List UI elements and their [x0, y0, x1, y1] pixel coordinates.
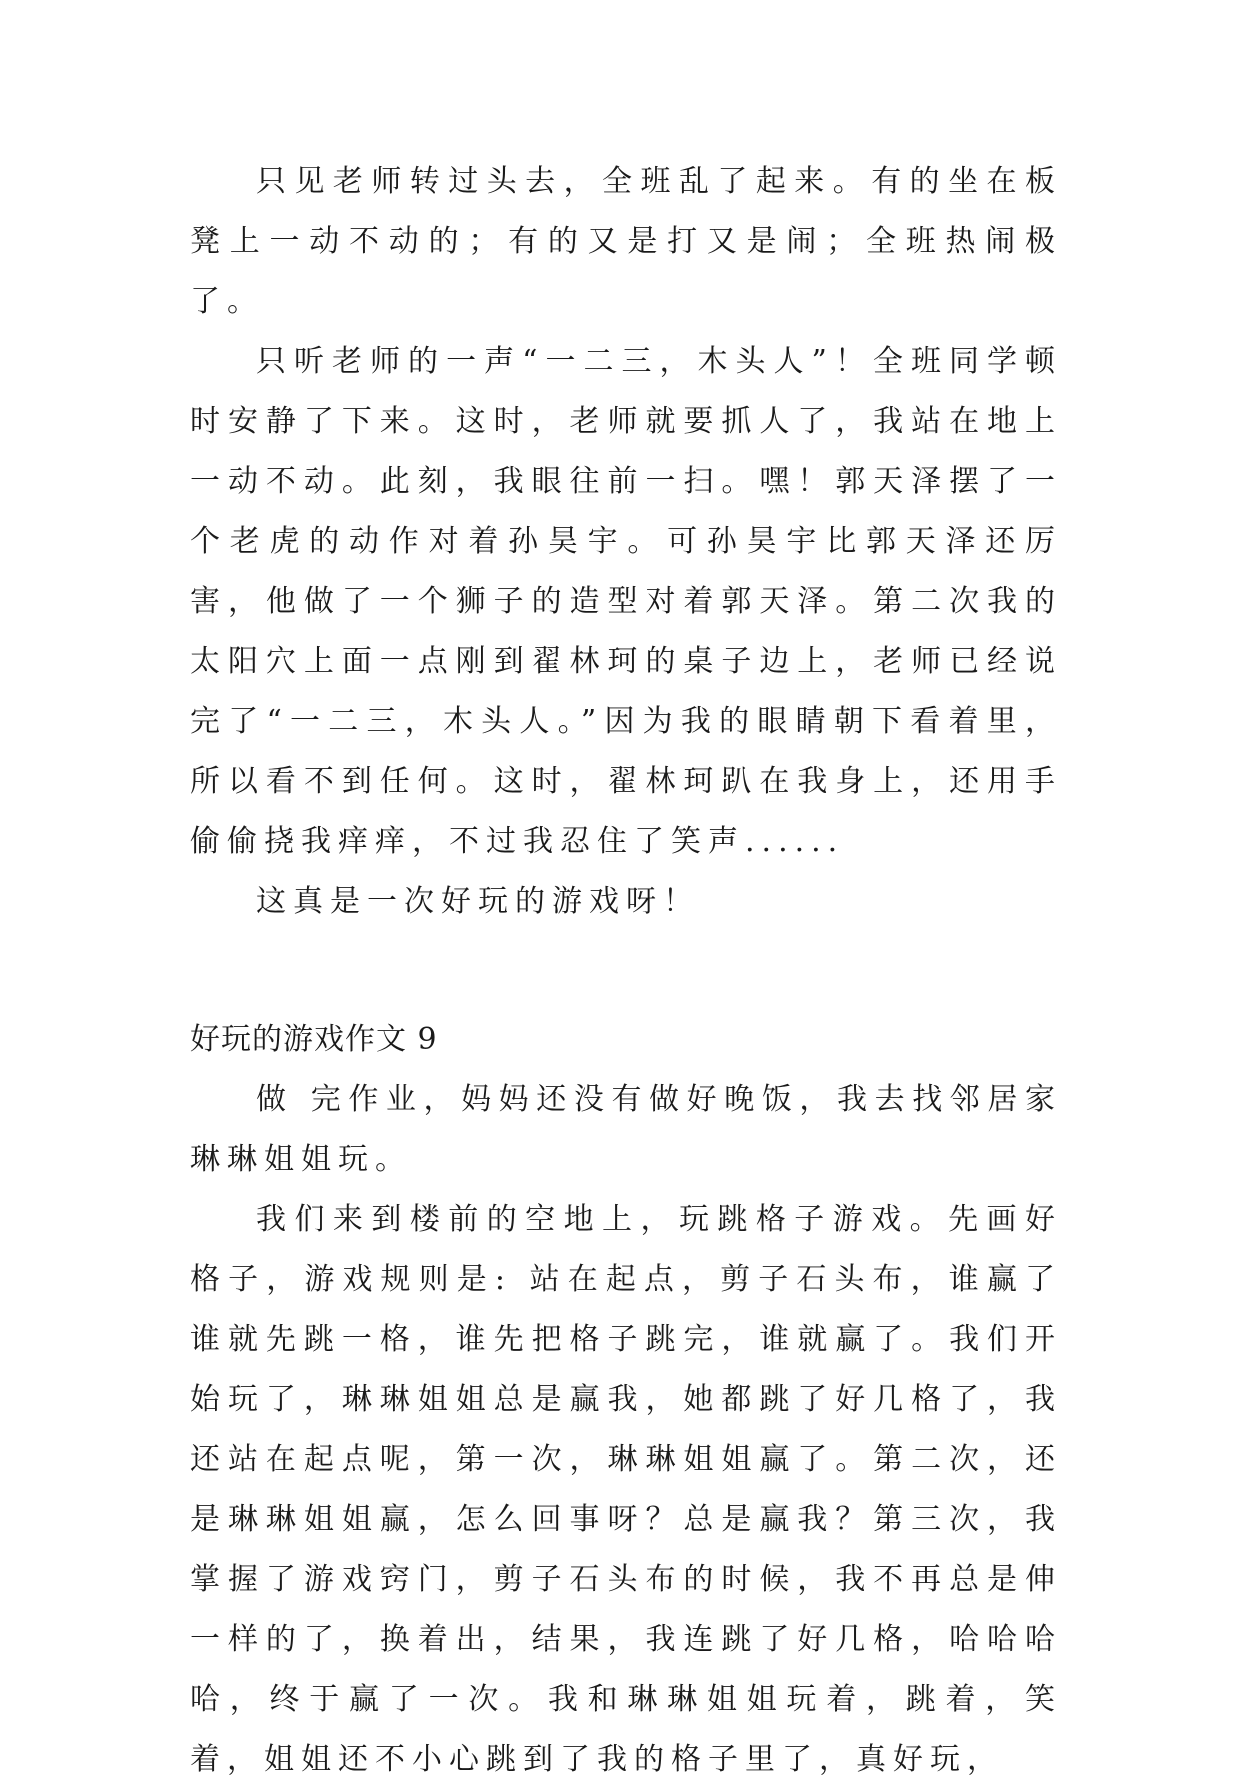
- section-title: 好玩的游戏作文 9: [190, 1022, 438, 1057]
- paragraph-wooden-man: 只听老师的一声“一二三，木头人”！全班同学顿时安静了下来。这时，老师就要抓人了，我站在地上一动不动。此刻，我眼往前一扫。嘿！郭天泽摆了一个老虎的动作对着孙昊宇。可孙昊宇比郭天泽还厉害，他做了一个狮子的造型对着郭天泽。第二次我的太阳穴上面一点刚到翟林珂的桌子边上，老师已经说完了“一二三，木头人。”因为我的眼睛朝下看着里，所以看不到任何。这时，翟林珂趴在我身上，还用手偷偷挠我痒痒，不过我忍住了笑声......: [190, 344, 1062, 859]
- paragraph-homework-done: 做 完作业，妈妈还没有做好晚饭，我去找邻居家琳琳姐姐玩。: [190, 1082, 1062, 1177]
- paragraph-hopscotch: 我们来到楼前的空地上，玩跳格子游戏。先画好格子，游戏规则是: 站在起点，剪子石头布，谁赢了谁就先跳一格，谁先把格子跳完，谁就赢了。我们开始玩了，琳琳姐姐总是赢我，她都跳了好几格了，我还站在起点呢，第一次，琳琳姐姐赢了。第二次，还是琳琳姐姐赢，怎么回事呀？总是赢我？第三次，我掌握了游戏窍门，剪子石头布的时候，我不再总是伸一样的了，换着出，结果，我连跳了好几格，哈哈哈哈，终于赢了一次。我和琳琳姐姐玩着，跳着，笑着，姐姐还不小心跳到了我的格子里了，真好玩，: [190, 1202, 1062, 1777]
- paragraph-teacher-turns: 只见老师转过头去，全班乱了起来。有的坐在板凳上一动不动的；有的又是打又是闹；全班热闹极了。: [190, 164, 1062, 319]
- document-page: [190, 152, 1062, 1790]
- paragraph-conclusion: 这真是一次好玩的游戏呀！: [256, 884, 700, 919]
